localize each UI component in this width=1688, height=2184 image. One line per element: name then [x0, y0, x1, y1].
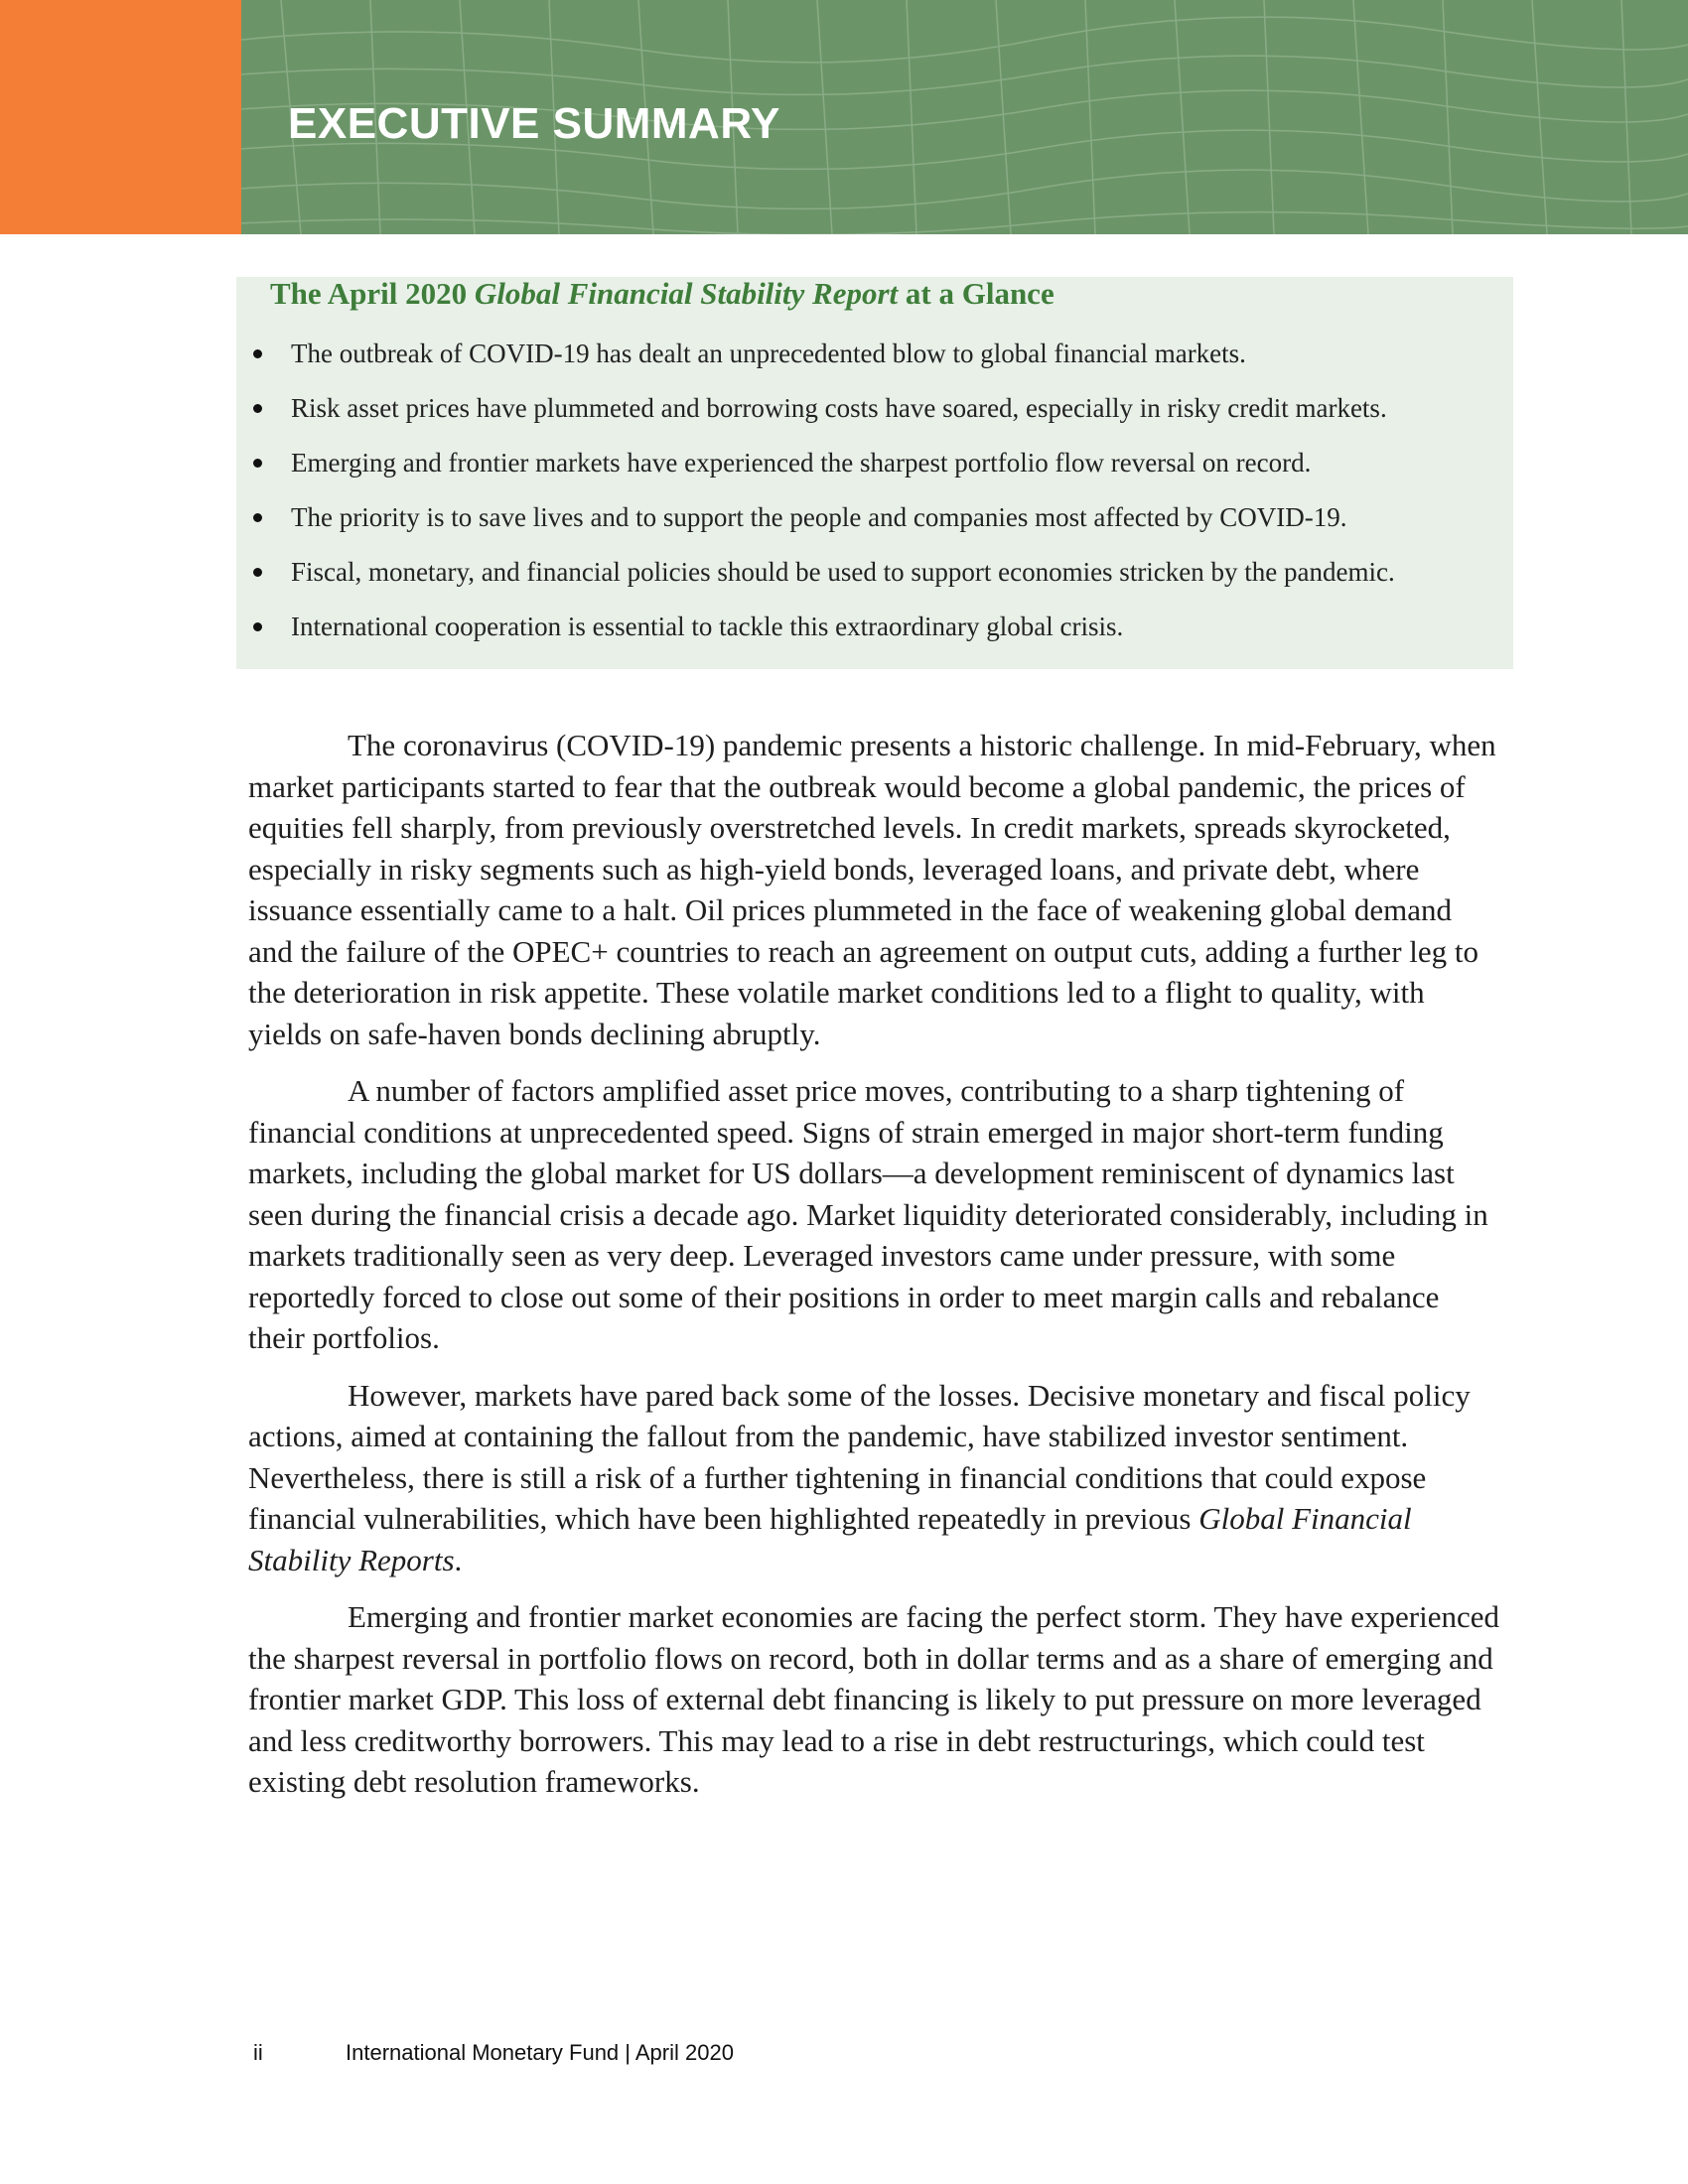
bullet-text: The priority is to save lives and to support the people and companies most affected by COVID-19.	[291, 502, 1347, 532]
glance-title-report: Global Financial Stability Report	[474, 276, 899, 311]
paragraph-1: The coronavirus (COVID-19) pandemic presents a historic challenge. In mid-February, when market participants started to fear that the outbreak would become a global pandemic, the prices of equities fell sharply, from previously overstretched levels. In credit markets, spreads skyrocketed, especially in risky segments such as high-yield bonds, leveraged loans, and private debt, where issuance essentially came to a halt. Oil prices plummeted in the face of weakening global demand and the failure of the OPEC+ countries to reach an agreement on output cuts, adding a further leg to the deterioration in risk appetite. These volatile market conditions led to a flight to quality, with yields on safe-haven bonds declining abruptly.	[248, 728, 1496, 1051]
glance-bullet-list	[248, 334, 1395, 661]
footer-text: International Monetary Fund | April 2020	[346, 2040, 734, 2065]
paragraph-3-text: However, markets have pared back some of the losses. Decisive monetary and fiscal policy actions, aimed at containing the fallout from the pandemic, have stabilized investor sentiment. Nevertheless, there is still a risk of a further tightening in financial conditions that could expose financial vulnerabilities, which have been highlighted repeatedly in previous	[248, 1377, 1471, 1536]
paragraph-3-end: .	[454, 1542, 463, 1577]
bullet-icon	[253, 404, 262, 413]
header-orange-block	[0, 0, 241, 234]
bullet-icon	[253, 513, 262, 522]
paragraph-3	[248, 1375, 1501, 1581]
paragraph-4: Emerging and frontier market economies are facing the perfect storm. They have experienced the sharpest reversal in portfolio flows on record, both in dollar terms and as a share of emerging and frontier market GDP. This loss of external debt financing is likely to put pressure on more leveraged and less creditworthy borrowers. This may lead to a rise in debt restructurings, which could test existing debt resolution frameworks.	[248, 1599, 1499, 1799]
list-item	[248, 443, 1395, 497]
footer-page-number: ii	[253, 2040, 263, 2065]
glance-title-suffix: at a Glance	[898, 276, 1055, 311]
bullet-text: Risk asset prices have plummeted and borrowing costs have soared, especially in risky credit markets.	[291, 393, 1387, 423]
list-item	[248, 607, 1395, 661]
list-item	[248, 497, 1395, 552]
bullet-text: The outbreak of COVID-19 has dealt an unprecedented blow to global financial markets.	[291, 339, 1246, 368]
paragraph-3-report-title: Global Financial Stability Reports	[248, 1501, 1412, 1577]
bullet-icon	[253, 622, 262, 631]
bullet-text: Emerging and frontier markets have experienced the sharpest portfolio flow reversal on record.	[291, 448, 1312, 478]
bullet-icon	[253, 568, 262, 577]
bullet-text: Fiscal, monetary, and financial policies should be used to support economies stricken by the pandemic.	[291, 557, 1395, 587]
list-item	[248, 388, 1395, 443]
page-title: EXECUTIVE SUMMARY	[288, 99, 780, 148]
bullet-icon	[253, 349, 262, 358]
bullet-text: International cooperation is essential to tackle this extraordinary global crisis.	[291, 612, 1124, 641]
body-text	[248, 725, 1501, 1819]
list-item	[248, 334, 1395, 388]
list-item	[248, 552, 1395, 607]
glance-title	[270, 276, 1055, 312]
bullet-icon	[253, 459, 262, 468]
paragraph-2: A number of factors amplified asset price moves, contributing to a sharp tightening of financial conditions at unprecedented speed. Signs of strain emerged in major short-term funding markets, including the global market for US dollars—a development reminiscent of dynamics last seen during the financial crisis a decade ago. Market liquidity deteriorated considerably, including in markets traditionally seen as very deep. Leveraged investors came under pressure, with some reportedly forced to close out some of their positions in order to meet margin calls and rebalance their portfolios.	[248, 1073, 1488, 1355]
glance-title-prefix: The April 2020	[270, 276, 475, 311]
